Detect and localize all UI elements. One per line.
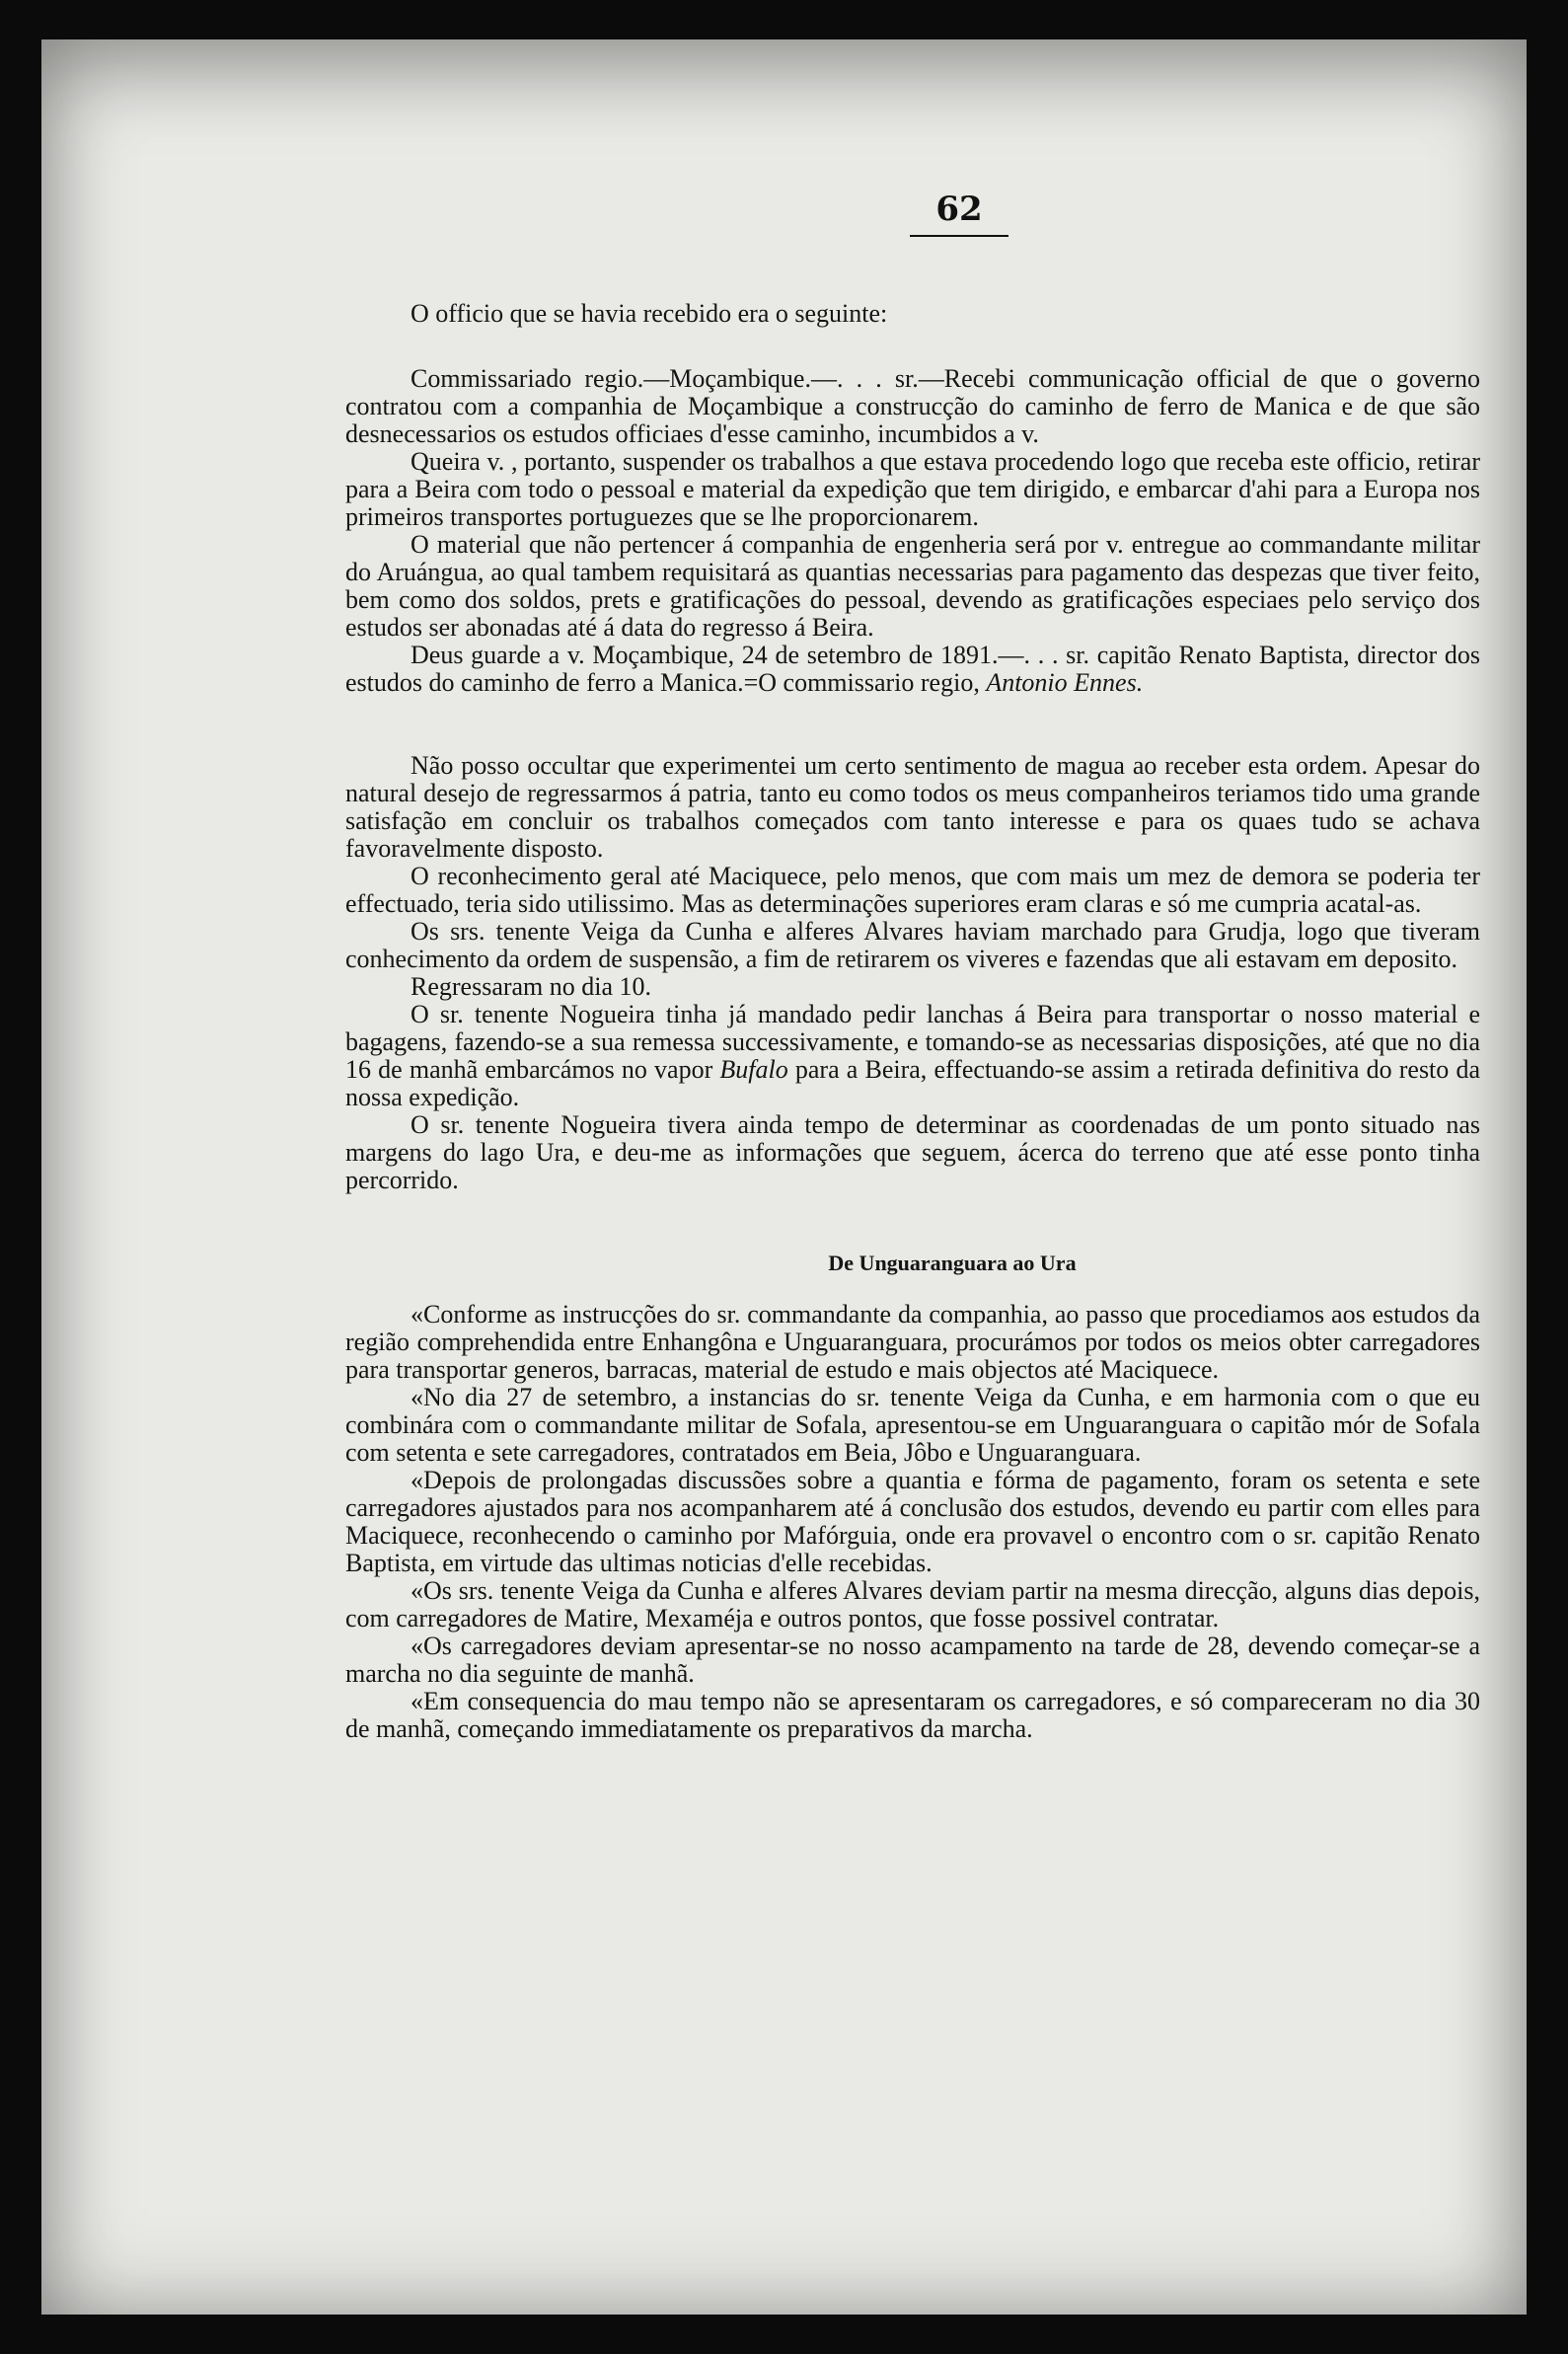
narrative-text: para a Beira, effectuando-se assim a retirada definitiva do resto da nossa expedição. [345,1055,1480,1111]
letter-paragraph: Queira v. , portanto, suspender os trabalhos a que estava procedendo logo que receba este officio, retirar para a Beira com todo o pessoal e material da expedição que tem dirigido, e embarcar d'ahi para a Europa nos primeiros transportes portuguezes que se lhe proporcionarem. [345,447,1480,531]
letter-closing [345,642,1480,697]
narrative-paragraph: Os srs. tenente Veiga da Cunha e alferes Alvares haviam marchado para Grudja, logo que tiveram conhecimento da ordem de suspensão, a fim de retirarem os viveres e fazendas que ali estavam em deposito. [345,917,1480,973]
narrative-paragraph [345,1001,1480,1111]
intro-line: O officio que se havia recebido era o seguinte: [411,299,888,328]
letter-paragraph: Commissariado regio.—Moçambique.—. . . sr.—Recebi communicação official de que o governo contratou com a companhia de Moçambique a construcção do caminho de ferro de Manica e de que são desnecessarios os estudos officiaes d'esse caminho, incumbidos a v. [345,364,1480,448]
narrative-paragraph: Não posso occultar que experimentei um certo sentimento de magua ao receber esta ordem. Apesar do natural desejo de regressarmos á patria, tanto eu como todos os meus companheiros teriamos tido uma grande satisfação em concluir os trabalhos começados com tanto interesse e para os quaes tudo se achava favoravelmente disposto. [345,751,1480,863]
letter-paragraph: O material que não pertencer á companhia de engenheria será por v. entregue ao commandante militar do Aruángua, ao qual tambem requisitará as quantias necessarias para pagamento das despezas que tiver feito, bem como dos soldos, prets e gratificações do pessoal, devendo as gratificações especiaes pelo serviço dos estudos ser abonadas até á data do regresso á Beira. [345,530,1480,642]
report-paragraph: «No dia 27 de setembro, a instancias do sr. tenente Veiga da Cunha, e em harmonia com o que eu combinára com o commandante militar de Sofala, apresentou-se em Unguaranguara o capitão mór de Sofala com setenta e sete carregadores, contratados em Beia, Jôbo e Unguaranguara. [345,1383,1480,1467]
report-paragraph: «Depois de prolongadas discussões sobre a quantia e fórma de pagamento, foram os setenta e sete carregadores ajustados para nos acompanharem até á conclusão dos estudos, devendo eu partir com elles para Maciquece, reconhecendo o caminho por Mafórguia, onde era provavel o encontro com o sr. capitão Renato Baptista, em virtude das ultimas noticias d'elle recebidas. [345,1466,1480,1577]
report-paragraph: «Conforme as instrucções do sr. commandante da companhia, ao passo que procediamos aos estudos da região comprehendida entre Enhangôna e Unguaranguara, procurámos por todos os meios obter carregadores para transportar generos, barracas, material de estudo e mais objectos até Maciquece. [345,1300,1480,1384]
letter-signature: Antonio Ennes. [986,668,1144,697]
report-paragraph: «Os srs. tenente Veiga da Cunha e alferes Alvares deviam partir na mesma direcção, alguns dias depois, com carregadores de Matire, Mexaméja e outros pontos, que fosse possivel contratar. [345,1576,1480,1633]
narrative-paragraph: O sr. tenente Nogueira tivera ainda tempo de determinar as coordenadas de um ponto situado nas margens do lago Ura, e deu-me as informações que seguem, ácerca do terreno que até esse ponto tinha percorrido. [345,1110,1480,1194]
narrative-paragraph: O reconhecimento geral até Maciquece, pelo menos, que com mais um mez de demora se poderia ter effectuado, teria sido utilissimo. Mas as determinações superiores eram claras e só me cumpria acatal-as. [345,862,1480,918]
narrative-paragraph: Regressaram no dia 10. [411,972,652,1001]
letter-closing-text: Deus guarde a v. Moçambique, 24 de setembro de 1891.—. . . sr. capitão Renato Baptista, director dos estudos do caminho de ferro a Manica.=O commissario regio, [345,641,1480,697]
ship-name: Bufalo [719,1055,788,1084]
report-paragraph: «Os carregadores deviam apresentar-se no nosso acampamento na tarde de 28, devendo começar-se a marcha no dia seguinte de manhã. [345,1632,1480,1688]
section-heading: De Unguaranguara ao Ura [828,1251,1077,1275]
narrative-text: O sr. tenente Nogueira tinha já mandado pedir lanchas á Beira para transportar o nosso material e bagagens, fazendo-se a sua remessa successivamente, e tomando-se as necessarias disposições, até que no dia 16 de manhã embarcámos no vapor [345,1000,1480,1084]
document-page [41,39,1527,2315]
report-paragraph: «Em consequencia do mau tempo não se apresentaram os carregadores, e só compareceram no dia 30 de manhã, começando immediatamente os preparativos da marcha. [345,1687,1480,1743]
body-text [345,300,1480,1743]
page-number: 62 [910,190,1008,237]
